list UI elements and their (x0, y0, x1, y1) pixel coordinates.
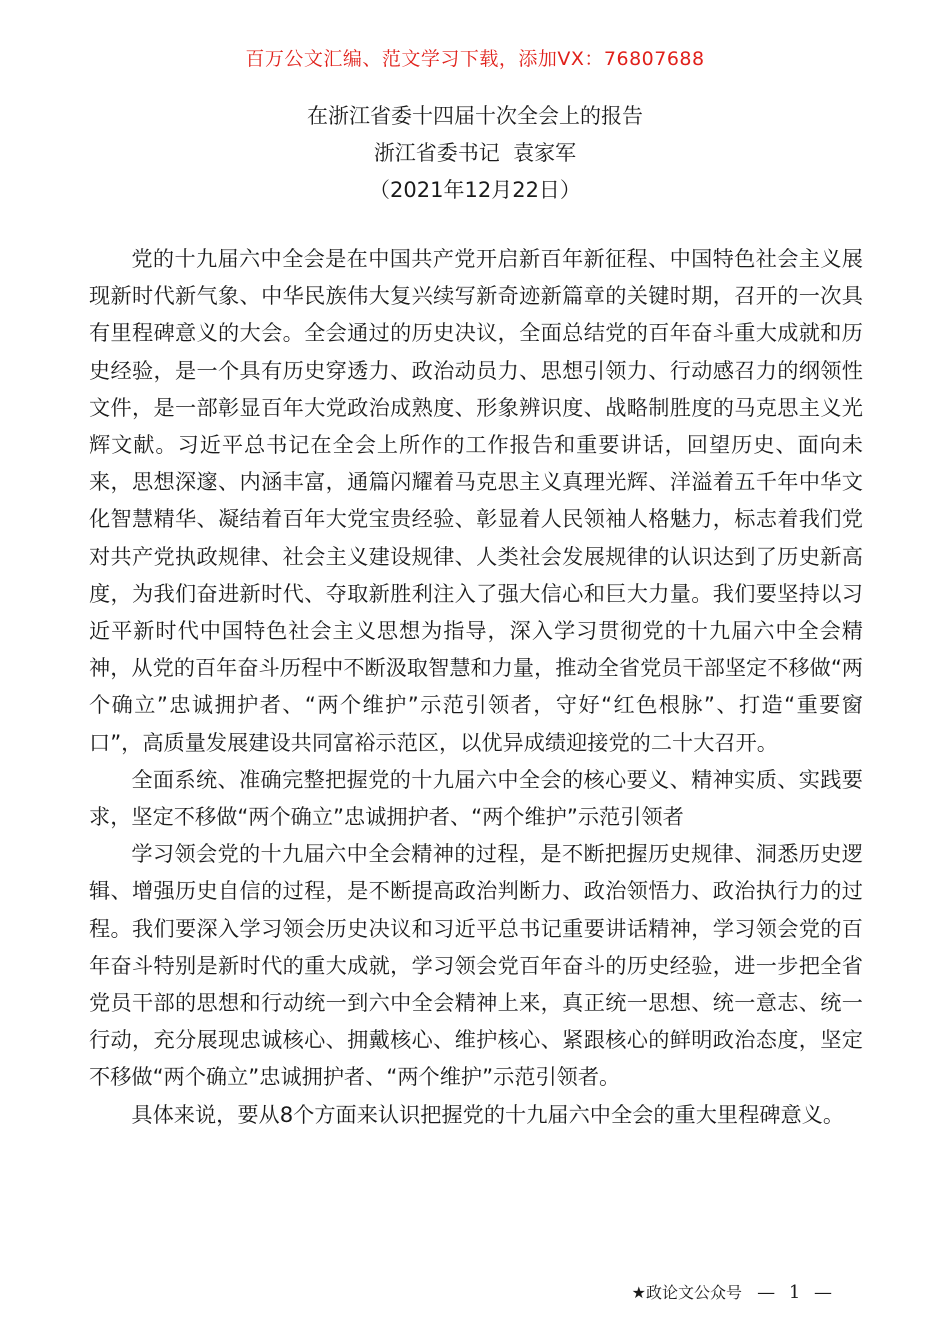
dash-left: — (757, 1282, 776, 1303)
dash-right: — (814, 1282, 832, 1303)
promo-banner: 百万公文汇编、范文学习下载，添加VX：76807688 (245, 48, 705, 70)
date-line: （2021年12月22日） (369, 178, 581, 202)
page-number: 1 (788, 1282, 801, 1303)
author-line: 浙江省委书记 袁家军 (373, 141, 577, 165)
paragraph-2-section-heading: 全面系统、准确完整把握党的十九届六中全会的核心要义、精神实质、实践要求，坚定不移做“两个确立”忠诚拥护者、“两个维护”示范引领者 (89, 766, 863, 830)
document-title: 在浙江省委十四届十次全会上的报告 (307, 104, 643, 128)
body-text (89, 240, 863, 1133)
header-block (0, 98, 950, 209)
paragraph-4: 具体来说，要从8个方面来认识把握党的十九届六中全会的重大里程碑意义。 (131, 1101, 845, 1127)
paragraph-3: 学习领会党的十九届六中全会精神的过程，是不断把握历史规律、洞悉历史逻辑、增强历史自信的过程，是不断提高政治判断力、政治领悟力、政治执行力的过程。我们要深入学习领会历史决议和习近平总书记重要讲话精神，学习领会党的百年奋斗特别是新时代的重大成就，学习领会党百年奋斗的历史经验，进一步把全省党员干部的思想和行动统一到六中全会精神上来，真正统一思想、统一意志、统一行动，充分展现忠诚核心、拥戴核心、维护核心、紧跟核心的鲜明政治态度，坚定不移做“两个确立”忠诚拥护者、“两个维护”示范引领者。 (89, 841, 863, 1090)
page-number-group (757, 1282, 832, 1303)
page-footer (632, 1280, 832, 1303)
footer-source: ★政论文公众号 (631, 1283, 742, 1302)
paragraph-1: 党的十九届六中全会是在中国共产党开启新百年新征程、中国特色社会主义展现新时代新气象、中华民族伟大复兴续写新奇迹新篇章的关键时期，召开的一次具有里程碑意义的大会。全会通过的历史决议，全面总结党的百年奋斗重大成就和历史经验，是一个具有历史穿透力、政治动员力、思想引领力、行动感召力的纲领性文件，是一部彰显百年大党政治成熟度、形象辨识度、战略制胜度的马克思主义光辉文献。习近平总书记在全会上所作的工作报告和重要讲话，回望历史、面向未来，思想深邃、内涵丰富，通篇闪耀着马克思主义真理光辉、洋溢着五千年中华文化智慧精华、凝结着百年大党宝贵经验、彰显着人民领袖人格魅力，标志着我们党对共产党执政规律、社会主义建设规律、人类社会发展规律的认识达到了历史新高度，为我们奋进新时代、夺取新胜利注入了强大信心和巨大力量。我们要坚持以习近平新时代中国特色社会主义思想为指导，深入学习贯彻党的十九届六中全会精神，从党的百年奋斗历程中不断汲取智慧和力量，推动全省党员干部坚定不移做“两个确立”忠诚拥护者、“两个维护”示范引领者，守好“红色根脉”、打造“重要窗口”，高质量发展建设共同富裕示范区，以优异成绩迎接党的二十大召开。 (89, 246, 863, 755)
